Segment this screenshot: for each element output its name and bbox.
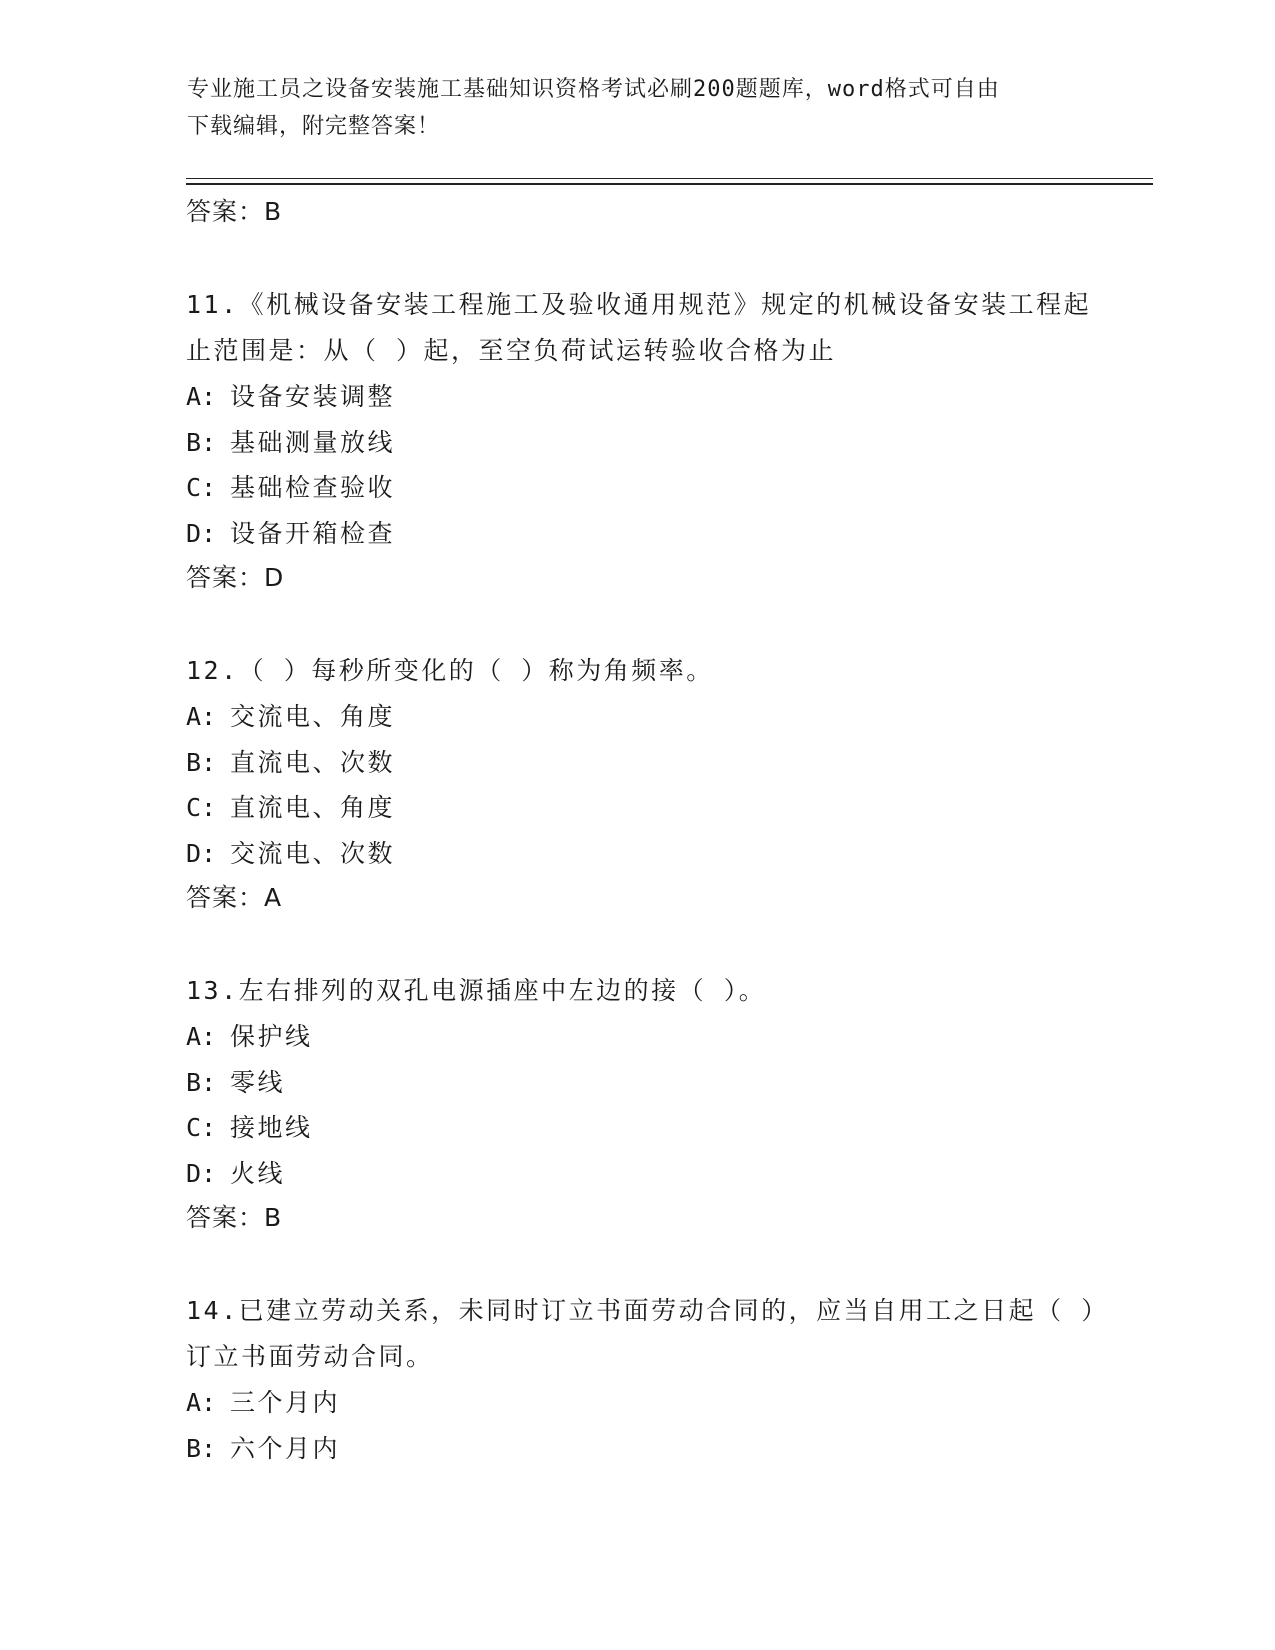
option-row: [186, 740, 1116, 786]
question-block: [186, 648, 1116, 919]
option-row: [186, 374, 1116, 420]
option-text: 火线: [230, 1158, 286, 1188]
option-text: 接地线: [230, 1113, 313, 1142]
option-row: [186, 511, 1116, 557]
option-text: 保护线: [230, 1022, 313, 1051]
question-block: [186, 968, 1116, 1239]
option-key: D:: [186, 518, 217, 548]
header-line-2: 下载编辑，附完整答案！: [187, 114, 441, 139]
option-row: [186, 465, 1116, 511]
option-text: 设备安装调整: [230, 382, 396, 411]
answer-line: 答案：D: [186, 563, 285, 592]
answer-line: 答案：B: [186, 1203, 283, 1232]
option-row: [186, 1014, 1116, 1060]
option-text: 六个月内: [230, 1433, 341, 1463]
option-key: D:: [186, 1158, 217, 1188]
option-text: 基础检查验收: [230, 473, 396, 502]
answer-line: 答案：A: [186, 883, 283, 912]
question-list: [186, 190, 1116, 1471]
question-stem: 12.（ ）每秒所变化的（ ）称为角频率。: [186, 656, 714, 685]
option-row: [186, 1426, 1116, 1472]
option-text: 基础测量放线: [230, 427, 396, 457]
option-key: C:: [186, 1113, 217, 1142]
option-key: B:: [186, 747, 217, 777]
header-line-1: 专业施工员之设备安装施工基础知识资格考试必刷200题题库，word格式可自由: [187, 77, 1000, 102]
answer-line: 答案：B: [186, 197, 283, 226]
option-key: D:: [186, 838, 217, 868]
question-stem: 14.已建立劳动关系，未同时订立书面劳动合同的，应当自用工之日起（ ）订立书面劳动合同。: [186, 1296, 1109, 1371]
option-key: C:: [186, 793, 217, 822]
option-row: [186, 1060, 1116, 1106]
option-text: 设备开箱检查: [230, 518, 396, 548]
option-text: 交流电、角度: [230, 702, 396, 731]
option-row: [186, 694, 1116, 740]
document-header: [187, 71, 1087, 145]
option-key: B:: [186, 427, 217, 457]
option-text: 直流电、角度: [230, 793, 396, 822]
option-key: C:: [186, 473, 217, 502]
option-text: 交流电、次数: [230, 838, 396, 868]
option-key: B:: [186, 1433, 217, 1463]
question-block: [186, 1288, 1116, 1471]
question-block: [186, 282, 1116, 599]
option-key: A:: [186, 702, 217, 731]
header-rule-thin: [186, 178, 1153, 179]
option-key: A:: [186, 382, 217, 411]
option-row: [186, 831, 1116, 877]
header-rule-thick: [186, 183, 1153, 185]
option-row: [186, 785, 1116, 831]
question-stem: 13.左右排列的双孔电源插座中左边的接（ ）。: [186, 976, 767, 1005]
option-row: [186, 1105, 1116, 1151]
option-text: 零线: [230, 1067, 286, 1097]
question-stem: 11.《机械设备安装工程施工及验收通用规范》规定的机械设备安装工程起止范围是：从（ ）起，至空负荷试运转验收合格为止: [186, 290, 1092, 365]
option-row: [186, 1380, 1116, 1426]
option-text: 直流电、次数: [230, 747, 396, 777]
option-key: A:: [186, 1022, 217, 1051]
option-text: 三个月内: [230, 1388, 341, 1417]
option-row: [186, 1151, 1116, 1197]
option-row: [186, 420, 1116, 466]
option-key: A:: [186, 1388, 217, 1417]
option-key: B:: [186, 1067, 217, 1097]
